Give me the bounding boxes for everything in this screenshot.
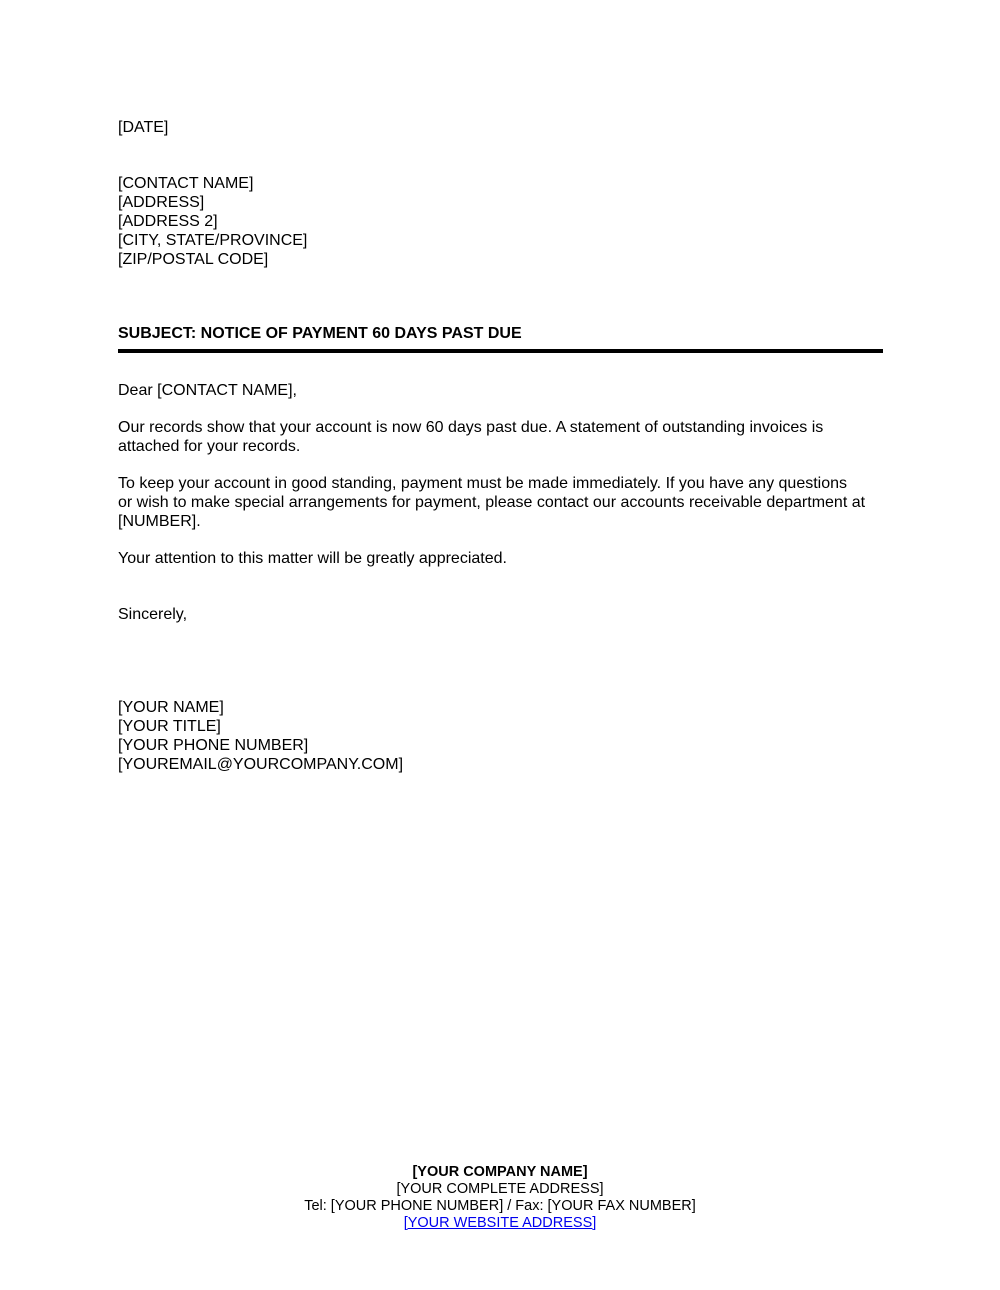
footer-address: [YOUR COMPLETE ADDRESS] xyxy=(396,1181,604,1197)
subject-divider xyxy=(118,349,883,353)
closing: Sincerely, xyxy=(118,606,188,623)
footer-company-name: [YOUR COMPANY NAME] xyxy=(412,1164,588,1180)
paragraph-3: Your attention to this matter will be greatly appreciated. xyxy=(118,550,507,567)
footer-contact: Tel: [YOUR PHONE NUMBER] / Fax: [YOUR FAX NUMBER] xyxy=(304,1198,696,1214)
paragraph-2-line-2: or wish to make special arrangements for payment, please contact our accounts receivable department at xyxy=(118,494,866,511)
footer-website-row xyxy=(0,1215,1000,1232)
recipient-address: [ADDRESS] xyxy=(118,194,205,211)
recipient-city-state: [CITY, STATE/PROVINCE] xyxy=(118,232,308,249)
recipient-zip: [ZIP/POSTAL CODE] xyxy=(118,251,269,268)
subject-line: SUBJECT: NOTICE OF PAYMENT 60 DAYS PAST DUE xyxy=(118,325,522,342)
signature-phone: [YOUR PHONE NUMBER] xyxy=(118,737,309,754)
signature-email: [YOUREMAIL@YOURCOMPANY.COM] xyxy=(118,756,404,773)
date: [DATE] xyxy=(118,119,169,136)
paragraph-2-line-1: To keep your account in good standing, payment must be made immediately. If you have any questions xyxy=(118,475,848,492)
recipient-contact-name: [CONTACT NAME] xyxy=(118,175,254,192)
paragraph-1-line-2: attached for your records. xyxy=(118,438,301,455)
footer-website-link[interactable]: [YOUR WEBSITE ADDRESS] xyxy=(403,1215,597,1231)
signature-name: [YOUR NAME] xyxy=(118,699,224,716)
signature-title: [YOUR TITLE] xyxy=(118,718,221,735)
paragraph-1-line-1: Our records show that your account is now 60 days past due. A statement of outstanding invoices is xyxy=(118,419,824,436)
salutation: Dear [CONTACT NAME], xyxy=(118,382,297,399)
paragraph-2-line-3: [NUMBER]. xyxy=(118,513,201,530)
recipient-address-2: [ADDRESS 2] xyxy=(118,213,218,230)
